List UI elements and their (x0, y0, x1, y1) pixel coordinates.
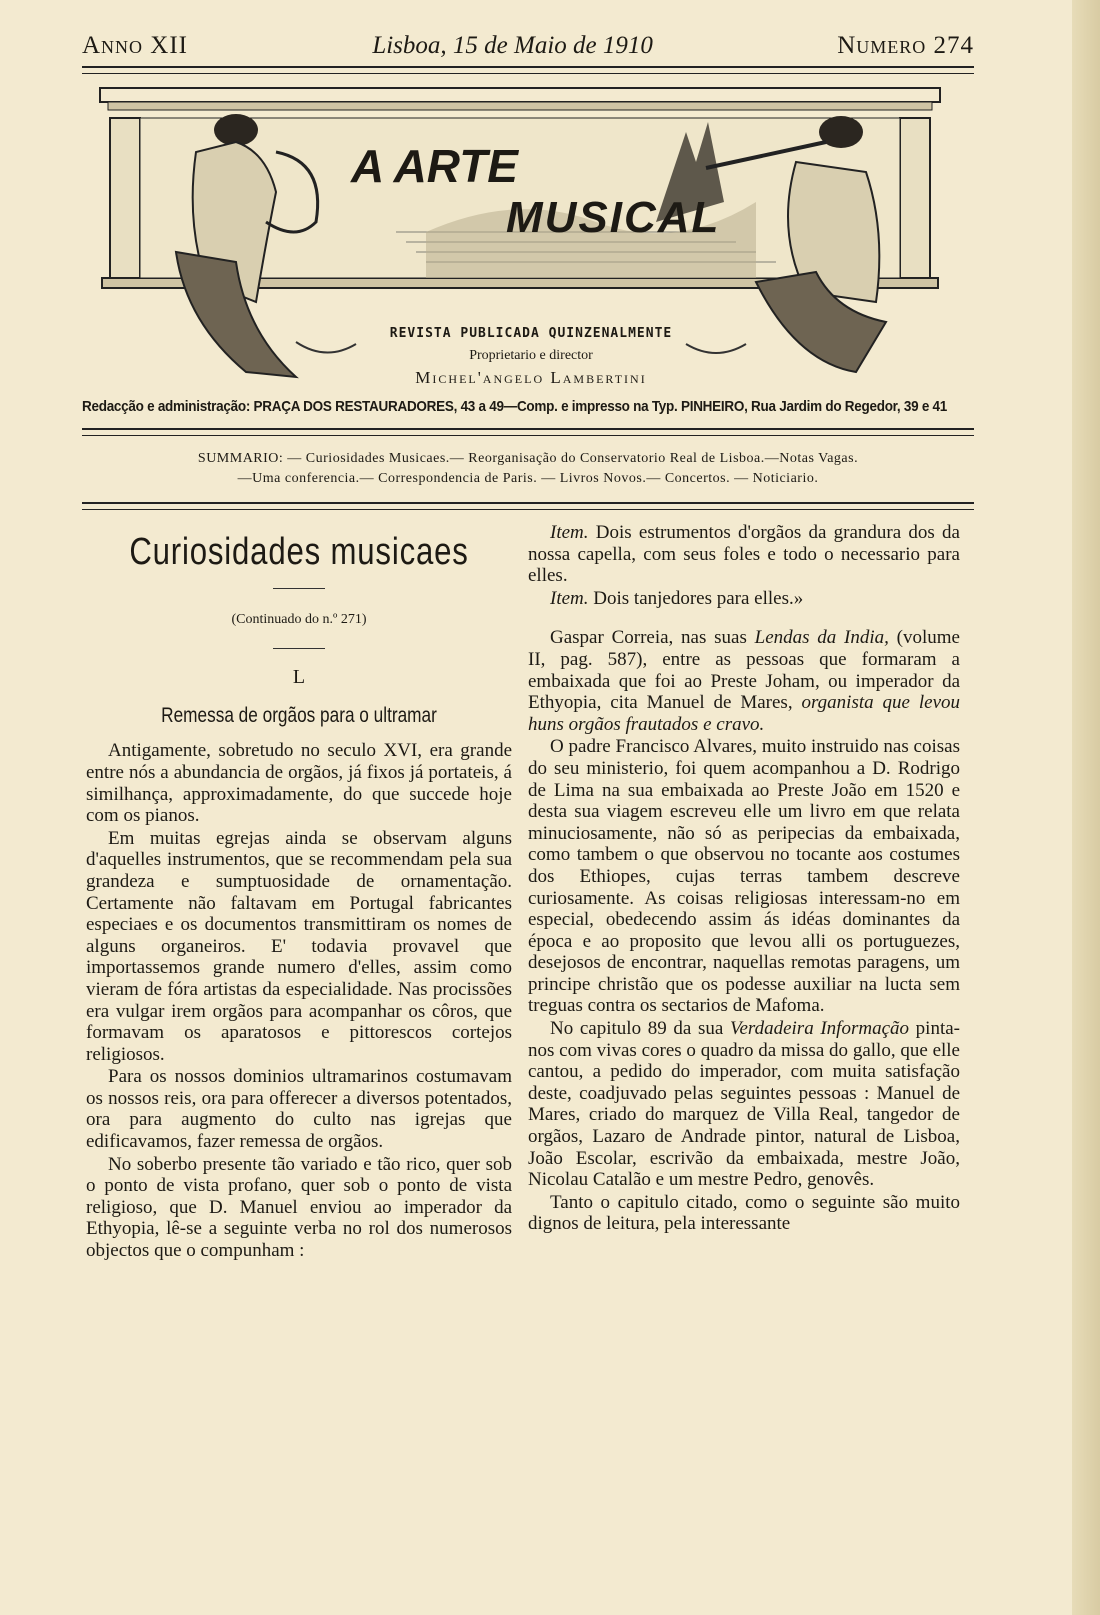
running-header (82, 28, 974, 64)
quote-item-label: Item. (550, 587, 589, 609)
volume-label: Anno XII (82, 32, 189, 59)
issue-date: Lisboa, 15 de Maio de 1910 (372, 32, 653, 59)
paragraph (528, 627, 960, 735)
summary-line-2: —Uma conferencia.— Correspondencia de Paris. — Livros Novos.— Concertos. — Noticiario. (237, 471, 819, 486)
text-run: No capitulo 89 da sua (550, 1018, 730, 1040)
title-rule (273, 588, 325, 589)
paragraph: Antigamente, sobretudo no seculo XVI, era grande entre nós a abundancia de orgãos, já fixos já portateis, á similhança, approximadamente, do que succede hoje com os pianos. (86, 740, 512, 827)
paragraph: Para os nossos dominios ultramarinos costumavam os nossos reis, ora para offerecer a diversos potentados, ora para augmento do culto nas igrejas que edificavamos, fazer remessa de orgãos. (86, 1066, 512, 1153)
quoted-phrase: organista que levou huns orgãos frautados e cravo. (528, 692, 961, 735)
issue-number: Numero 274 (837, 32, 974, 59)
article-title: Curiosidades musicaes (129, 531, 469, 573)
header-rule (82, 66, 974, 74)
book-title: Verdadeira Informação (729, 1018, 910, 1040)
quote-item (528, 522, 960, 587)
paragraph: Em muitas egrejas ainda se observam alguns d'aquelles instrumentos, que se recommendam pela sua grandeza e sumptuosidade de ornamentação. Certamente não faltavam em Portugal fabricantes especiaes e os documentos transmittiram os nomes de alguns organeiros. E' todavia provavel que importassemos grande numero d'elles, assim como vieram de fóra artistas da especialidade. Nas procissões era vulgar irem orgãos para acompanhar os côros, que formavam os aparatosos e pittorescos cortejos religiosos. (86, 827, 512, 1065)
chapter-number: L (292, 666, 306, 689)
page-edge (1072, 0, 1100, 1615)
text-run: (volume II, pag. 587), entre as pessoas que formaram a embaixada que foi ao Preste Joham, ou imperador da Ethyopia, cita Manuel de Mares, (528, 627, 960, 714)
summary-top-rule (82, 428, 974, 436)
chapter-subtitle: Remessa de orgãos para o ultramar (161, 703, 437, 727)
quote-item (528, 588, 960, 610)
paragraph: O padre Francisco Alvares, muito instruido nas coisas do seu ministerio, foi quem acompanhou a D. Rodrigo de Lima na sua embaixada ao Preste João em 1520 e desta sua viagem escreveu elle um livro em que relata minuciosamente, não só as peripecias da embaixada, como tambem o que observou no tocante aos costumes dos Ethiopes, cujas terras tambem descreve curiosamente. As coisas religiosas interessam-no em especial, obedecendo assim ás idéas dominantes da época e ao proposito que levou alli os portuguezes, desejosos de encontrar, naquellas remotas paragens, um principe christão que os podesse auxiliar na lucta sem treguas contra os sectarios de Mafoma. (528, 736, 960, 1017)
quote-item-text: Dois tanjedores para elles.» (588, 587, 804, 609)
director-name: Michel'angelo Lambertini (415, 368, 647, 387)
publisher-address: Redacção e administração: PRAÇA DOS RESTAURADORES, 43 a 49—Comp. e impresso na Typ. PINHEIRO, Rua Jardim do Regedor, 39 e 41 (82, 398, 948, 415)
continued-rule (273, 648, 325, 649)
quote-item-text: Dois estrumentos d'orgãos da grandura dos da nossa capella, com seus foles e todo o necessario para elles. (528, 522, 960, 587)
book-title: Lendas da India, (754, 627, 889, 649)
quote-item-label: Item. (550, 522, 589, 543)
left-column (86, 522, 512, 1262)
svg-text:MUSICAL: MUSICAL (506, 193, 721, 242)
paragraph (528, 1018, 960, 1191)
proprietor-label: Proprietario e director (469, 348, 593, 363)
text-run: pinta-nos com vivas cores o quadro da missa do gallo, que elle cantou, a pedido do imperador, com muita satisfação deste, coadjuvado pelas seguintes pessoas : Manuel de Mares, criado do marquez de Villa Real, tangedor de orgãos, Lazaro de Andrade pintor, natural de Lisboa, João Escolar, escrivão da embaixada, mestre João, Nicolau Catalão e um mestre Pedro, genovês. (528, 1018, 960, 1191)
right-column (528, 522, 960, 1235)
summary-bottom-rule (82, 502, 974, 510)
summary-line-1: SUMMARIO: — Curiosidades Musicaes.— Reorganisação do Conservatorio Real de Lisboa.—Notas Vagas. (197, 451, 859, 466)
paragraph: No soberbo presente tão variado e tão rico, quer sob o ponto de vista profano, quer sob o ponto de vista religioso, que D. Manuel enviou ao imperador da Ethyopia, lê-se a seguinte verba no rol dos numerosos objectos que o compunham : (86, 1153, 512, 1262)
paragraph: Tanto o capitulo citado, como o seguinte são muito dignos de leitura, pela interessante (528, 1191, 960, 1235)
publication-frequency: REVISTA PUBLICADA QUINZENALMENTE (389, 326, 673, 341)
issue-summary (82, 449, 974, 489)
svg-text:A ARTE: A ARTE (351, 140, 518, 192)
continued-note: (Continuado do n.º 271) (231, 611, 367, 627)
text-run: Gaspar Correia, nas suas (550, 627, 755, 649)
